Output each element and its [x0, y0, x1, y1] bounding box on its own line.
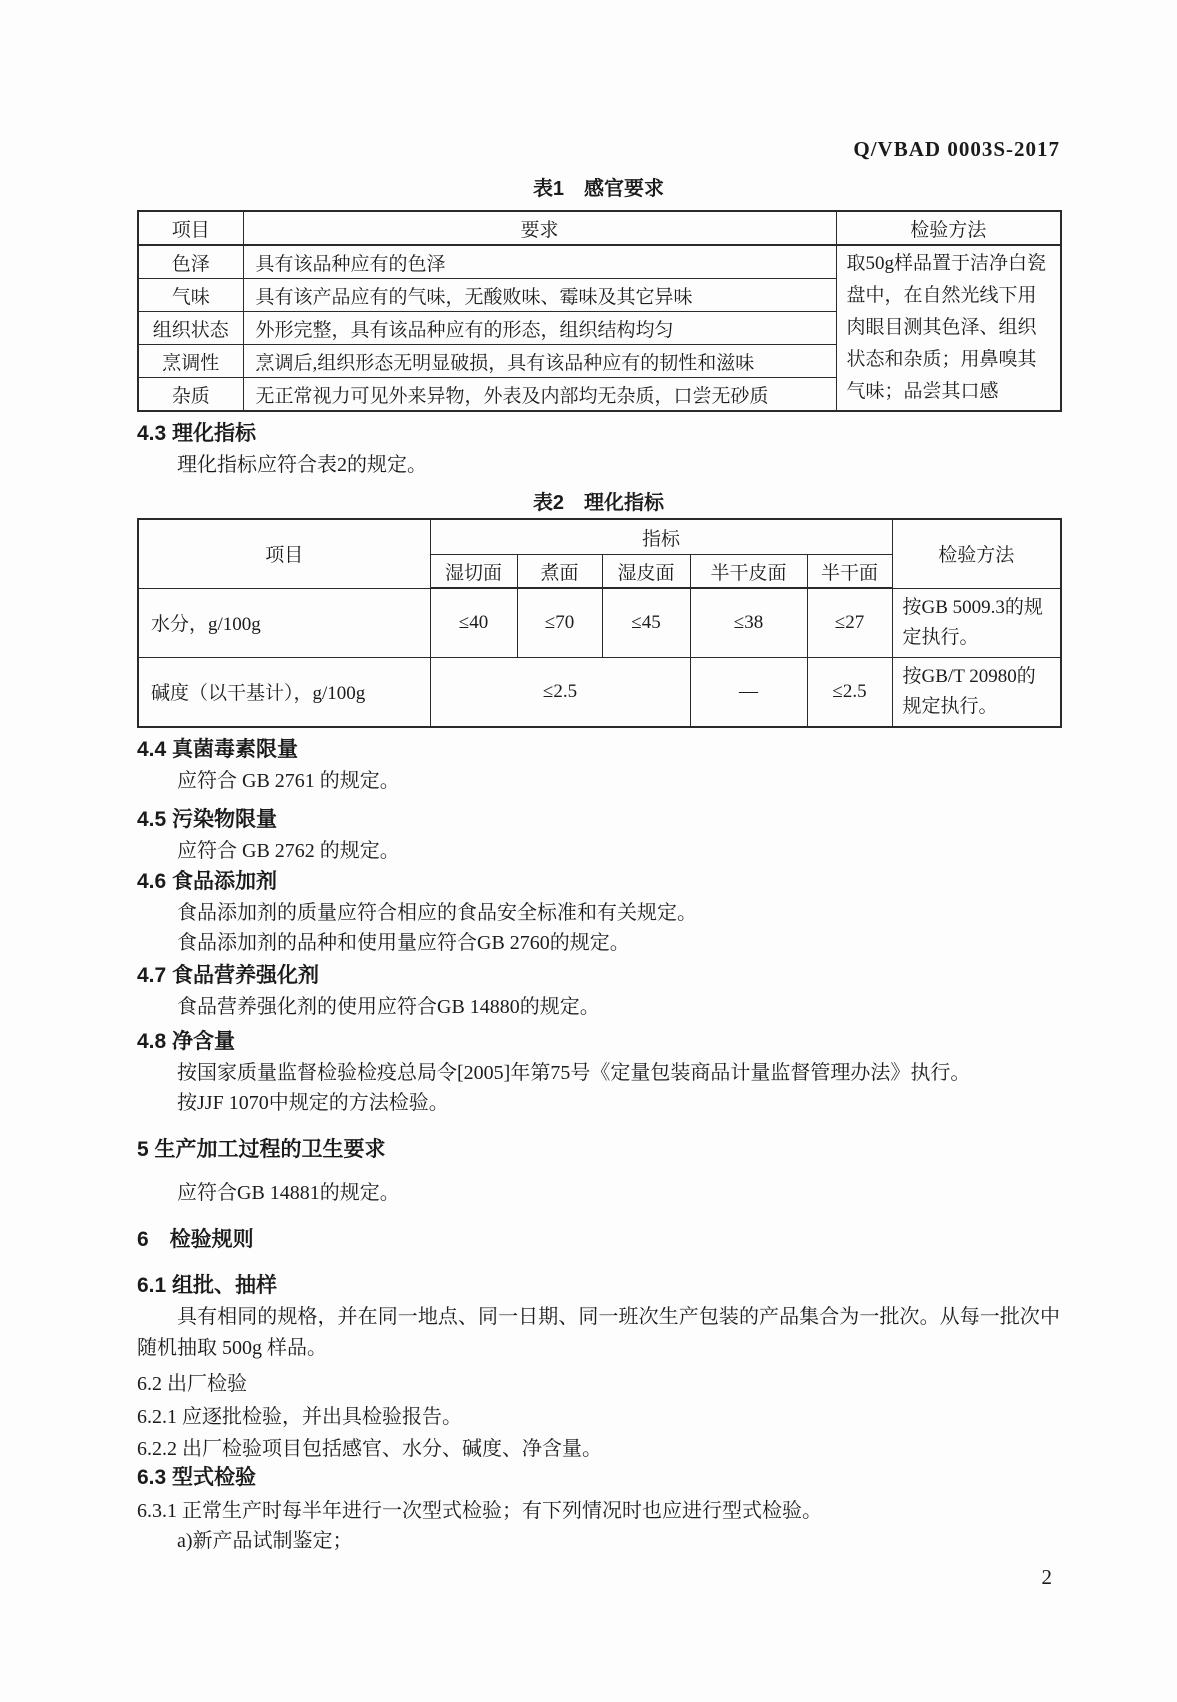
- section-heading-4-7: 4.7 食品营养强化剂: [137, 963, 320, 987]
- value-cell: —: [690, 657, 807, 727]
- page-number: 2: [1041, 1564, 1052, 1589]
- section-heading-4-4: 4.4 真菌毒素限量: [137, 737, 299, 761]
- item-cell: 杂质: [138, 378, 243, 412]
- table1-header-requirement: 要求: [243, 211, 836, 245]
- item-cell: 组织状态: [138, 312, 243, 345]
- value-cell: ≤40: [430, 588, 517, 657]
- value-cell: ≤2.5: [807, 657, 892, 727]
- table1-header-method: 检验方法: [836, 211, 1061, 245]
- doc-number: Q/VBAD 0003S-2017: [853, 137, 1060, 161]
- table2-header-item: 项目: [138, 519, 430, 588]
- value-cell: ≤70: [517, 588, 602, 657]
- table2-subheader-semi-dry-noodle: 半干面: [807, 555, 892, 589]
- table2-subheader-semi-dry-skin: 半干皮面: [690, 555, 807, 589]
- table2-subheader-wet-skin: 湿皮面: [602, 555, 690, 589]
- table1-sensory-requirements: [137, 210, 1062, 412]
- section-heading-6-3: 6.3 型式检验: [137, 1465, 257, 1489]
- paragraph: 食品添加剂的质量应符合相应的食品安全标准和有关规定。: [177, 901, 697, 924]
- method-cell: 取50g样品置于洁净白瓷盘中，在自然光线下用肉眼目测其色泽、组织状态和杂质；用鼻嗅其气味；品尝其口感: [836, 245, 1061, 411]
- paragraph: 理化指标应符合表2的规定。: [177, 454, 427, 476]
- paragraph: 食品添加剂的品种和使用量应符合GB 2760的规定。: [177, 931, 630, 954]
- table2-subheader-wet-cut-noodle: 湿切面: [430, 555, 517, 589]
- requirement-cell: 无正常视力可见外来异物，外表及内部均无杂质，口尝无砂质: [243, 378, 836, 412]
- value-cell: ≤45: [602, 588, 690, 657]
- requirement-cell: 烹调后,组织形态无明显破损，具有该品种应有的韧性和滋味: [243, 345, 836, 378]
- paragraph: 按国家质量监督检验检疫总局令[2005]年第75号《定量包装商品计量监督管理办法》执行。: [177, 1061, 971, 1084]
- requirement-cell: 具有该产品应有的气味，无酸败味、霉味及其它异味: [243, 279, 836, 312]
- table2-caption: 表2 理化指标: [532, 492, 665, 514]
- item-cell: 色泽: [138, 245, 243, 279]
- chapter-heading-6: 6 检验规则: [137, 1227, 254, 1251]
- paragraph: 应符合 GB 2761 的规定。: [177, 769, 400, 792]
- section-heading-4-6: 4.6 食品添加剂: [137, 869, 278, 893]
- page-content: [137, 0, 1060, 1590]
- paragraph: 应符合 GB 2762 的规定。: [177, 839, 400, 862]
- table-row: [138, 588, 1061, 657]
- table1-header-row: [138, 211, 1061, 245]
- method-cell: 按GB 5009.3的规定执行。: [892, 588, 1061, 657]
- section-heading-4-8: 4.8 净含量: [137, 1029, 236, 1053]
- value-cell: ≤38: [690, 588, 807, 657]
- item-cell: 烹调性: [138, 345, 243, 378]
- paragraph: a)新产品试制鉴定；: [177, 1529, 353, 1552]
- table-row: [138, 657, 1061, 727]
- paragraph: 6.3.1 正常生产时每半年进行一次型式检验；有下列情况时也应进行型式检验。: [137, 1499, 822, 1522]
- method-cell: 按GB/T 20980的规定执行。: [892, 657, 1061, 727]
- table2-header-method: 检验方法: [892, 519, 1061, 588]
- chapter-heading-5: 5 生产加工过程的卫生要求: [137, 1137, 386, 1161]
- section-heading-4-5: 4.5 污染物限量: [137, 807, 278, 831]
- requirement-cell: 具有该品种应有的色泽: [243, 245, 836, 279]
- section-heading-4-3: 4.3 理化指标: [137, 422, 257, 445]
- section-heading-6-2: 6.2 出厂检验: [137, 1372, 247, 1395]
- requirement-cell: 外形完整，具有该品种应有的形态，组织结构均匀: [243, 312, 836, 345]
- paragraph: 食品营养强化剂的使用应符合GB 14880的规定。: [177, 995, 600, 1018]
- item-cell: 碱度（以干基计），g/100g: [138, 657, 430, 727]
- item-cell: 水分，g/100g: [138, 588, 430, 657]
- table1-caption: 表1 感官要求: [532, 178, 665, 200]
- table2-header-indicator-group: 指标: [430, 519, 892, 555]
- table-row: [138, 245, 1061, 279]
- table2-header-row-1: [138, 519, 1061, 555]
- table2-subheader-boiled-noodle: 煮面: [517, 555, 602, 589]
- item-cell: 气味: [138, 279, 243, 312]
- paragraph: 6.2.2 出厂检验项目包括感官、水分、碱度、净含量。: [137, 1437, 602, 1460]
- paragraph: 按JJF 1070中规定的方法检验。: [177, 1091, 449, 1114]
- table2-physicochemical-indicators: [137, 518, 1062, 728]
- table1-header-item: 项目: [138, 211, 243, 245]
- section-heading-6-1: 6.1 组批、抽样: [137, 1273, 278, 1297]
- merged-value-cell: ≤2.5: [430, 657, 690, 727]
- paragraph: 具有相同的规格，并在同一地点、同一日期、同一班次生产包装的产品集合为一批次。从每一批次中随机抽取 500g 样品。: [137, 1305, 1060, 1359]
- value-cell: ≤27: [807, 588, 892, 657]
- paragraph: 应符合GB 14881的规定。: [177, 1181, 400, 1204]
- paragraph: 6.2.1 应逐批检验，并出具检验报告。: [137, 1405, 462, 1428]
